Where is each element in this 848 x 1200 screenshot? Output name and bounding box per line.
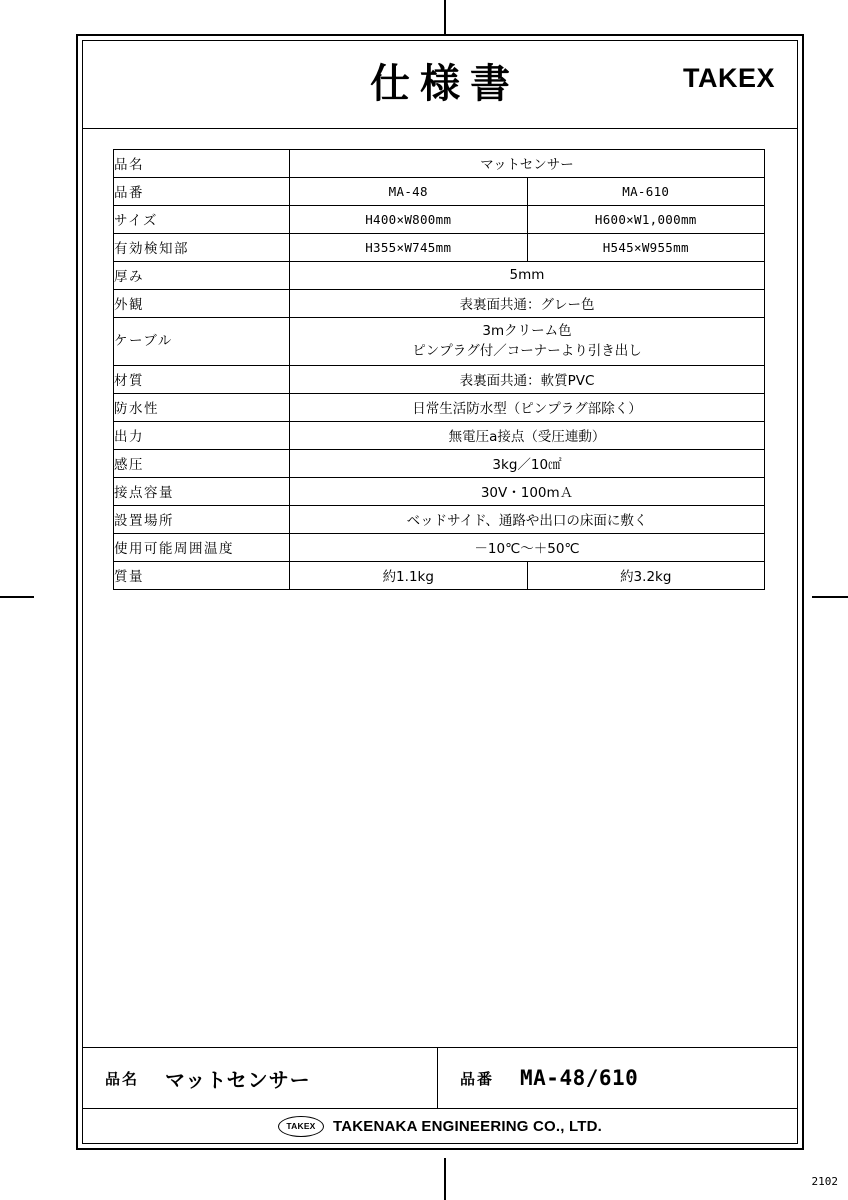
spec-row [114, 262, 765, 290]
spec-row-label: 材質 [114, 366, 290, 394]
spec-row-value: 表裏面共通：グレー色 [290, 290, 765, 318]
page-title: 仕様書 [370, 61, 520, 107]
crop-mark-left [0, 596, 34, 598]
spec-row-value-col1: MA-48 [290, 178, 528, 206]
spec-row [114, 534, 765, 562]
spec-row-label: 出力 [114, 422, 290, 450]
spec-row-label: サイズ [114, 206, 290, 234]
footer-model-label: 品番 [460, 1069, 495, 1088]
spec-row-value: 3mクリーム色 ピンプラグ付／コーナーより引き出し [290, 318, 765, 366]
spec-row-label: 品名 [114, 150, 290, 178]
document-code: 2102 [811, 1175, 838, 1188]
spec-row [114, 366, 765, 394]
sheet-inner-border [82, 40, 798, 1144]
crop-mark-bottom [444, 1158, 446, 1200]
spec-row-value-col1: 約1.1kg [290, 562, 528, 590]
spec-row-value: 5mm [290, 262, 765, 290]
takex-oval-logo-icon: TAKEX [278, 1116, 324, 1137]
spec-row [114, 562, 765, 590]
specification-table-wrapper [113, 149, 765, 590]
company-bar [83, 1109, 797, 1143]
spec-row [114, 478, 765, 506]
footer-model-number: MA-48/610 [520, 1066, 639, 1090]
spec-row [114, 318, 765, 366]
spec-row-value: 日常生活防水型（ピンプラグ部除く） [290, 394, 765, 422]
spec-row-label: 使用可能周囲温度 [114, 534, 290, 562]
spec-row-label: 感圧 [114, 450, 290, 478]
footer-product-label: 品名 [105, 1069, 140, 1088]
spec-row-value: 30V・100mＡ [290, 478, 765, 506]
spec-row-label: 品番 [114, 178, 290, 206]
spec-row-label: 質量 [114, 562, 290, 590]
spec-row [114, 290, 765, 318]
spec-row-label: 接点容量 [114, 478, 290, 506]
spec-row [114, 450, 765, 478]
spec-row [114, 234, 765, 262]
company-name: TAKENAKA ENGINEERING CO., LTD. [332, 1117, 603, 1135]
spec-row [114, 150, 765, 178]
footer-identification-block [83, 1047, 797, 1109]
spec-row-value: 表裏面共通：軟質PVC [290, 366, 765, 394]
spec-row [114, 178, 765, 206]
spec-row [114, 422, 765, 450]
spec-row-value: 無電圧a接点（受圧連動） [290, 422, 765, 450]
crop-mark-top [444, 0, 446, 34]
footer-product-name: マットセンサー [165, 1067, 311, 1092]
footer-model-cell [438, 1048, 797, 1108]
spec-row-value: ベッドサイド、通路や出口の床面に敷く [290, 506, 765, 534]
spec-row-label: 外観 [114, 290, 290, 318]
title-band [83, 41, 797, 129]
spec-row-value-col2: 約3.2kg [527, 562, 765, 590]
spec-row-value-col2: H545×W955mm [527, 234, 765, 262]
specification-sheet [76, 34, 804, 1150]
specification-table [113, 149, 765, 590]
spec-row-value-col1: H355×W745mm [290, 234, 528, 262]
spec-row-value: 3kg／10㎠ [290, 450, 765, 478]
footer-product-cell [83, 1048, 438, 1108]
spec-row [114, 506, 765, 534]
spec-row [114, 206, 765, 234]
spec-row-value-col2: H600×W1,000mm [527, 206, 765, 234]
spec-row-label: 防水性 [114, 394, 290, 422]
brand-logo-takex: TAKEX [682, 63, 775, 93]
spec-row [114, 394, 765, 422]
spec-row-label: 有効検知部 [114, 234, 290, 262]
spec-row-value-col2: MA-610 [527, 178, 765, 206]
spec-row-value-col1: H400×W800mm [290, 206, 528, 234]
spec-row-value: マットセンサー [290, 150, 765, 178]
spec-row-label: 厚み [114, 262, 290, 290]
spec-row-value: －10℃～＋50℃ [290, 534, 765, 562]
spec-row-label: ケーブル [114, 318, 290, 366]
crop-mark-right [812, 596, 848, 598]
spec-row-label: 設置場所 [114, 506, 290, 534]
